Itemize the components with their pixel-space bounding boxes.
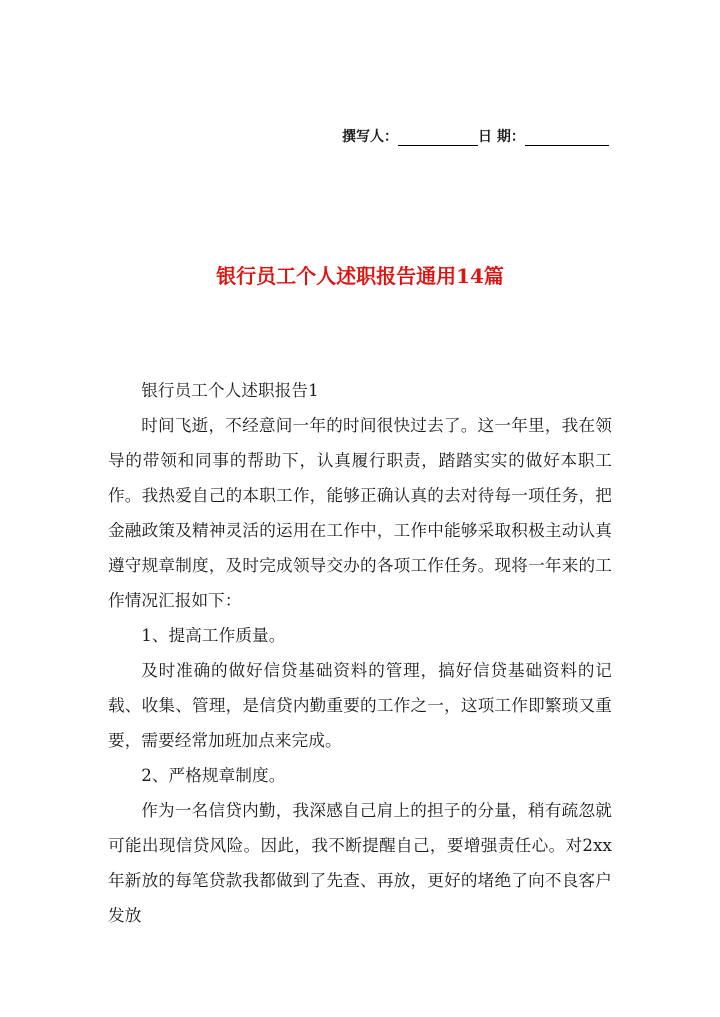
section-heading-1: 1、提高工作质量。 (141, 626, 286, 645)
section-heading-2: 2、严格规章制度。 (141, 766, 286, 785)
author-date-line (342, 126, 609, 146)
paragraph-1: 时间飞逝，不经意间一年的时间很快过去了。这一年里，我在领导的带领和同事的帮助下，认真履行职责，踏踏实实的做好本职工作。我热爱自己的本职工作，能够正确认真的去对待每一项任务，把金融政策及精神灵活的运用在工作中，工作中能够采取积极主动认真遵守规章制度，及时完成领导交办的各项工作任务。现将一年来的工作情况汇报如下： (108, 416, 612, 610)
date-blank-field (525, 131, 609, 146)
document-title: 银行员工个人述职报告通用14篇 (216, 264, 504, 288)
author-blank-field (398, 131, 478, 146)
author-label: 撰写人： (342, 129, 398, 145)
report-subtitle: 银行员工个人述职报告1 (141, 381, 319, 400)
paragraph-2: 及时准确的做好信贷基础资料的管理，搞好信贷基础资料的记载、收集、管理，是信贷内勤重要的工作之一，这项工作即繁琐又重要，需要经常加班加点来完成。 (108, 661, 612, 750)
date-label: 日 期： (478, 129, 525, 145)
document-body (108, 373, 612, 933)
paragraph-3: 作为一名信贷内勤，我深感自己肩上的担子的分量，稍有疏忽就可能出现信贷风险。因此，我不断提醒自己，要增强责任心。对2xx年新放的每笔贷款我都做到了先查、再放，更好的堵绝了向不良客户发放 (108, 801, 612, 925)
